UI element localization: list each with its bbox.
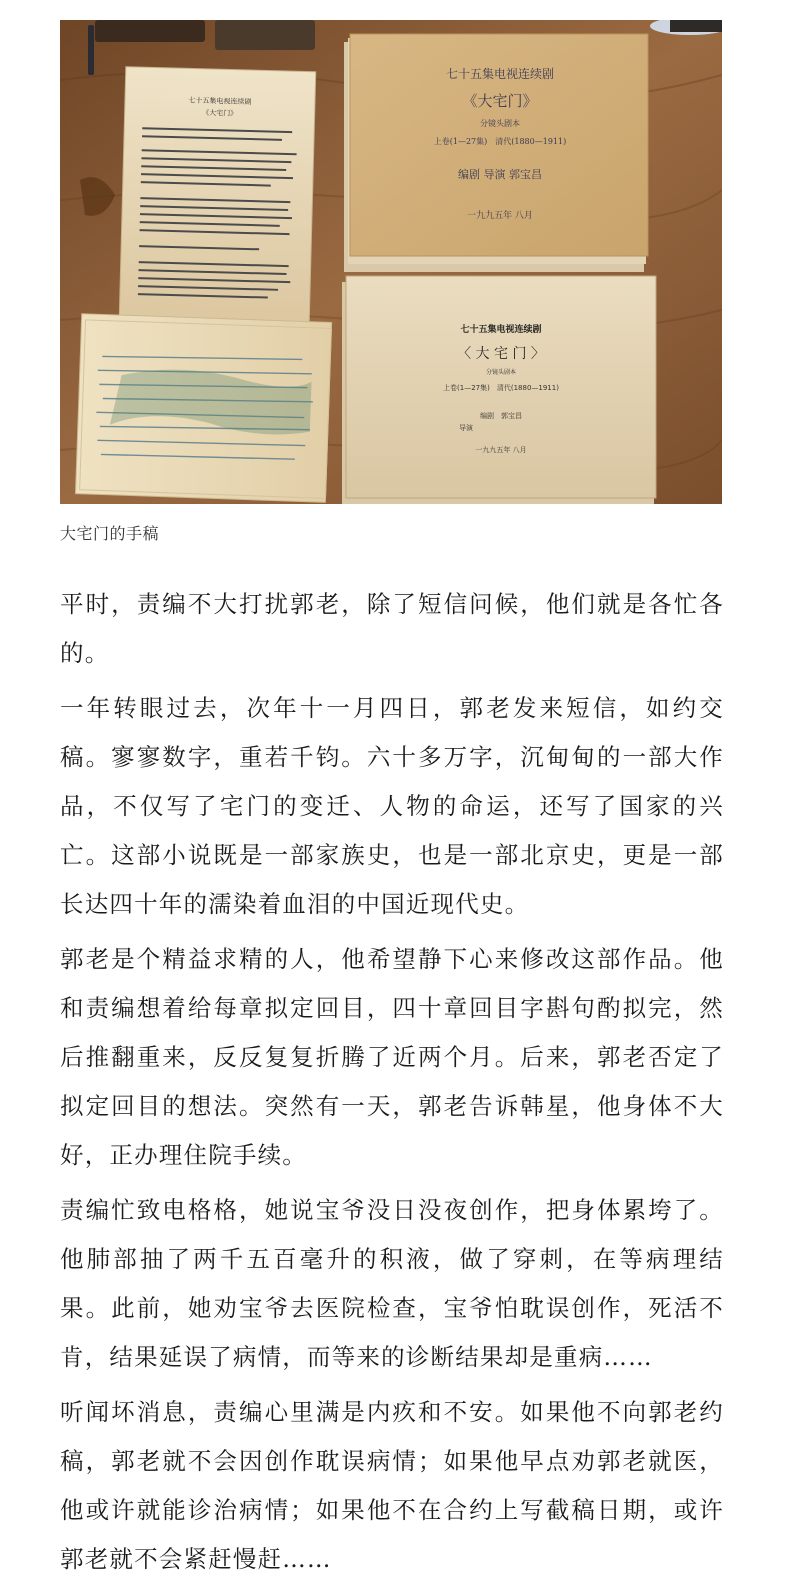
- handwritten-sheets: [75, 314, 331, 503]
- svg-text:分镜头剧本: 分镜头剧本: [480, 119, 520, 128]
- typed-cover-stack: [342, 276, 656, 504]
- article-paragraph: 郭老是个精益求精的人，他希望静下心来修改这部作品。他和责编想着给每章拟定回目，四十章回目字斟句酌拟完，然后推翻重来，反反复复折腾了近两个月。后来，郭老否定了拟定回目的想法。突然有一天，郭老告诉韩星，他身体不大好，正办理住院手续。: [60, 945, 724, 1169]
- svg-text:分镜头剧本: 分镜头剧本: [485, 369, 517, 376]
- manuscript-photo-illustration: [60, 20, 722, 504]
- svg-text:上卷(1—27集) 清代(1880—1911): 上卷(1—27集) 清代(1880—1911): [443, 384, 559, 392]
- svg-text:编剧 郭宝昌: 编剧 郭宝昌: [480, 412, 522, 420]
- svg-text:七十五集电视连续剧: 七十五集电视连续剧: [188, 96, 252, 107]
- typed-script-left: [119, 67, 316, 324]
- svg-text:七十五集电视连续剧: 七十五集电视连续剧: [445, 67, 555, 81]
- article-body: [60, 580, 724, 1590]
- article-paragraph: 平时，责编不大打扰郭老，除了短信问候，他们就是各忙各的。: [60, 590, 724, 667]
- svg-text:〈 大 宅 门 〉: 〈 大 宅 门 〉: [457, 346, 545, 362]
- manuscript-photo: [60, 20, 722, 504]
- svg-text:一九九五年 八月: 一九九五年 八月: [475, 446, 527, 454]
- svg-text:编剧 导演 郭宝昌: 编剧 导演 郭宝昌: [458, 168, 542, 181]
- article-paragraph: 责编忙致电格格，她说宝爷没日没夜创作，把身体累垮了。他肺部抽了两千五百毫升的积液，做了穿刺，在等病理结果。此前，她劝宝爷去医院检查，宝爷怕耽误创作，死活不肯，结果延误了病情，而等来的诊断结果却是重病……: [60, 1196, 724, 1371]
- article-paragraph: 一年转眼过去，次年十一月四日，郭老发来短信，如约交稿。寥寥数字，重若千钧。六十多万字，沉甸甸的一部大作品，不仅写了宅门的变迁、人物的命运，还写了国家的兴亡。这部小说既是一部家族史，也是一部北京史，更是一部长达四十年的濡染着血泪的中国近现代史。: [60, 694, 724, 918]
- handwritten-cover-stack: [344, 34, 648, 272]
- svg-text:《大宅门》: 《大宅门》: [462, 92, 538, 110]
- svg-text:七十五集电视连续剧: 七十五集电视连续剧: [460, 325, 542, 335]
- svg-text:导演: 导演: [459, 424, 473, 432]
- svg-text:一九九五年 八月: 一九九五年 八月: [467, 211, 533, 221]
- svg-text:上卷(1—27集) 清代(1880—1911): 上卷(1—27集) 清代(1880—1911): [433, 137, 567, 146]
- svg-text:《大宅门》: 《大宅门》: [202, 108, 238, 118]
- article-paragraph: 听闻坏消息，责编心里满是内疚和不安。如果他不向郭老约稿，郭老就不会因创作耽误病情；如果他早点劝郭老就医，他或许就能诊治病情；如果他不在合约上写截稿日期，或许郭老就不会紧赶慢赶……: [60, 1398, 724, 1573]
- photo-caption: 大宅门的手稿: [60, 524, 160, 543]
